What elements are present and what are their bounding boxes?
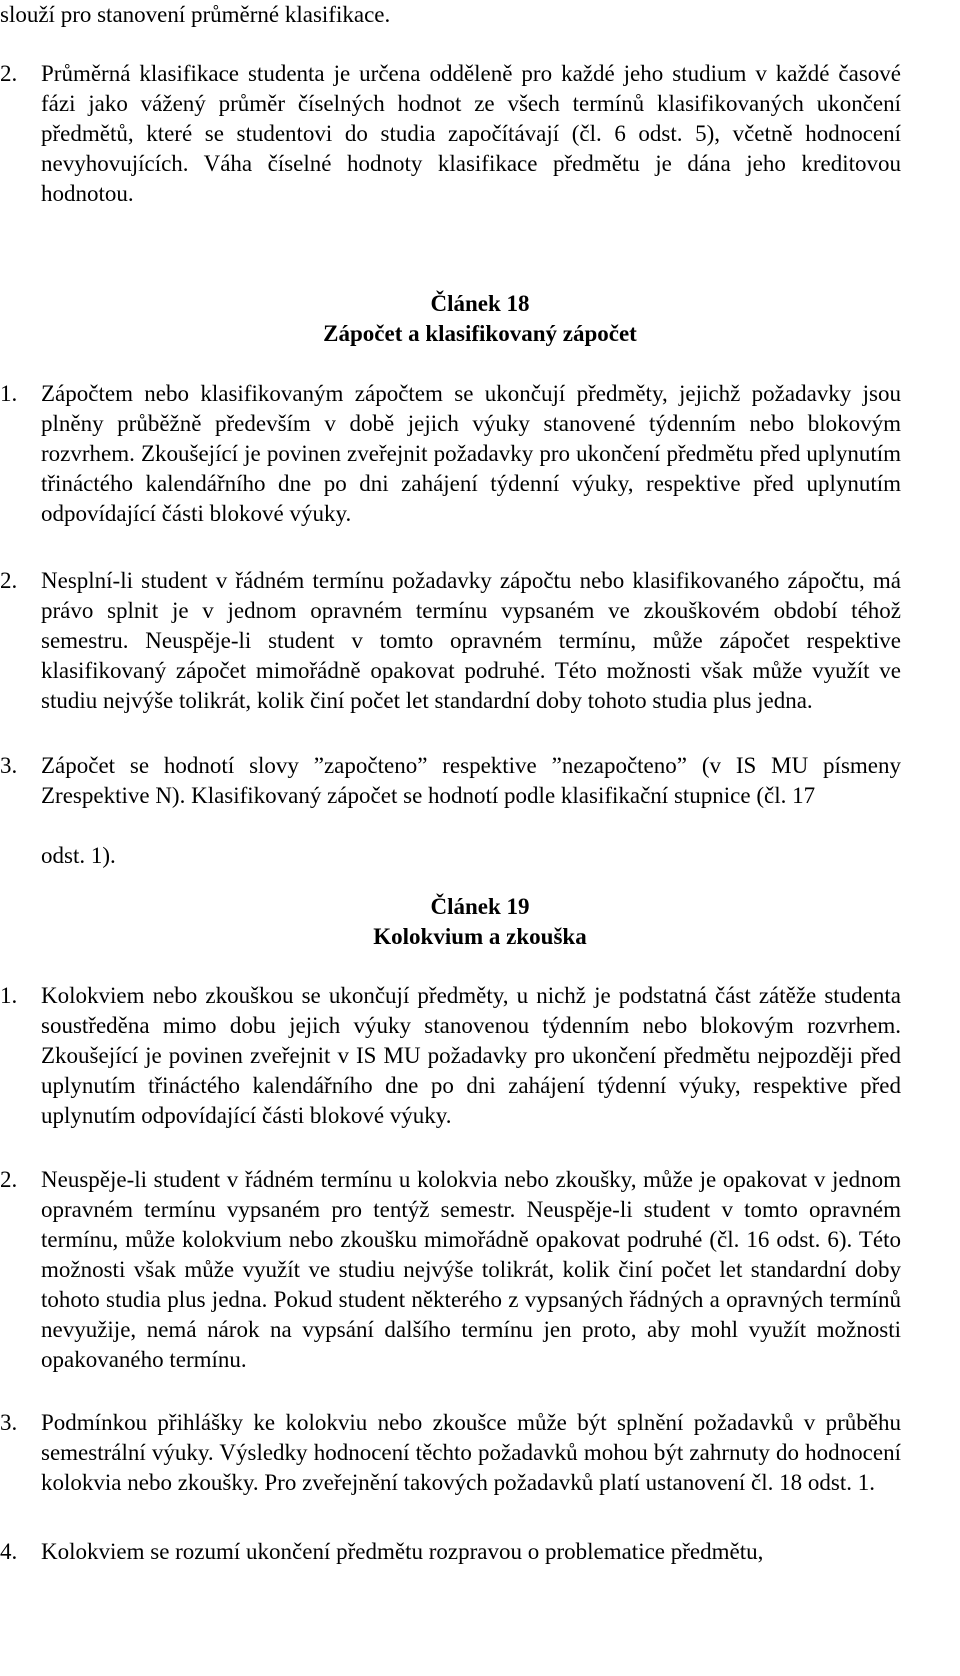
item-text: Zápočet se hodnotí slovy ”započteno” respektive ”nezapočteno” (v IS MU písmeny Zrespektive N). Klasifikovaný zápočet se hodnotí podle klasifikační stupnice (čl. 17 bbox=[41, 753, 901, 808]
item-text: Neuspěje-li student v řádném termínu u kolokvia nebo zkoušky, může je opakovat v jednom opravném termínu vypsaném pro tentýž semestr. Neuspěje-li student v tomto opravném termínu, může kolokvium nebo zkoušku mimořádně opakovat podruhé (čl. 16 odst. 6). Této možnosti však může využít ve studiu nejvýše tolikrát, kolik činí počet let standardní doby tohoto studia plus jedna. Pokud student některého z vypsaných řádných a opravných termínů nevyužije, nemá nárok na vypsání dalšího termínu jen proto, aby mohl využít možnosti opakovaného termínu. bbox=[41, 1167, 901, 1372]
item-number: 2. bbox=[0, 1167, 18, 1192]
previous-page-fragment: slouží pro stanovení průměrné klasifikace. bbox=[0, 2, 391, 27]
item-text: Kolokviem se rozumí ukončení předmětu rozpravou o problematice předmětu, bbox=[41, 1539, 764, 1564]
item-number: 2. bbox=[0, 568, 18, 593]
item-number: 3. bbox=[0, 753, 18, 778]
item-text: Kolokviem nebo zkouškou se ukončují předměty, u nichž je podstatná část zátěže studenta soustředěna mimo dobu jejich výuky stanovenou týdenním nebo blokovým rozvrhem. Zkoušející je povinen zveřejnit v IS MU požadavky pro ukončení předmětu nejpozději před uplynutím třináctého kalendářního dne po dni zahájení týdenní výuky, respektive před uplynutím odpovídající části blokové výuky. bbox=[41, 983, 901, 1128]
item-number: 3. bbox=[0, 1410, 18, 1435]
item-text: Průměrná klasifikace studenta je určena odděleně pro každé jeho studium v každé časové fázi jako vážený průměr číselných hodnot ze všech termínů klasifikovaných ukončení předmětů, které se studentovi do studia započítávají (čl. 6 odst. 5), včetně hodnocení nevyhovujících. Váha číselné hodnoty klasifikace předmětu je dána jeho kreditovou hodnotou. bbox=[41, 61, 901, 206]
article18-heading: Článek 18 bbox=[430, 291, 530, 316]
article18-title: Zápočet a klasifikovaný zápočet bbox=[323, 321, 637, 346]
item-number: 2. bbox=[0, 61, 18, 86]
item-number: 4. bbox=[0, 1539, 18, 1564]
item-text: Zápočtem nebo klasifikovaným zápočtem se ukončují předměty, jejichž požadavky jsou plněny průběžně především v době jejich výuky stanovené týdenním nebo blokovým rozvrhem. Zkoušející je povinen zveřejnit požadavky pro ukončení předmětu před uplynutím třináctého kalendářního dne po dni zahájení týdenní výuky, respektive před uplynutím odpovídající části blokové výuky. bbox=[41, 381, 901, 526]
article19-title: Kolokvium a zkouška bbox=[373, 924, 587, 949]
item-text: Podmínkou přihlášky ke kolokviu nebo zkoušce může být splnění požadavků v průběhu semestrální výuky. Výsledky hodnocení těchto požadavků mohou být zahrnuty do hodnocení kolokvia nebo zkoušky. Pro zveřejnění takových požadavků platí ustanovení čl. 18 odst. 1. bbox=[41, 1410, 901, 1495]
item-number: 1. bbox=[0, 983, 18, 1008]
item-number: 1. bbox=[0, 381, 18, 406]
item-text: Nesplní-li student v řádném termínu požadavky zápočtu nebo klasifikovaného zápočtu, má právo splnit je v jednom opravném termínu vypsaném ve zkouškovém období téhož semestru. Neuspěje-li student v tomto opravném termínu, může zápočet respektive klasifikovaný zápočet mimořádně opakovat podruhé. Této možnosti však může využít ve studiu nejvýše tolikrát, kolik činí počet let standardní doby tohoto studia plus jedna. bbox=[41, 568, 901, 713]
item-text-tail: odst. 1). bbox=[41, 843, 116, 868]
article19-heading: Článek 19 bbox=[430, 894, 530, 919]
